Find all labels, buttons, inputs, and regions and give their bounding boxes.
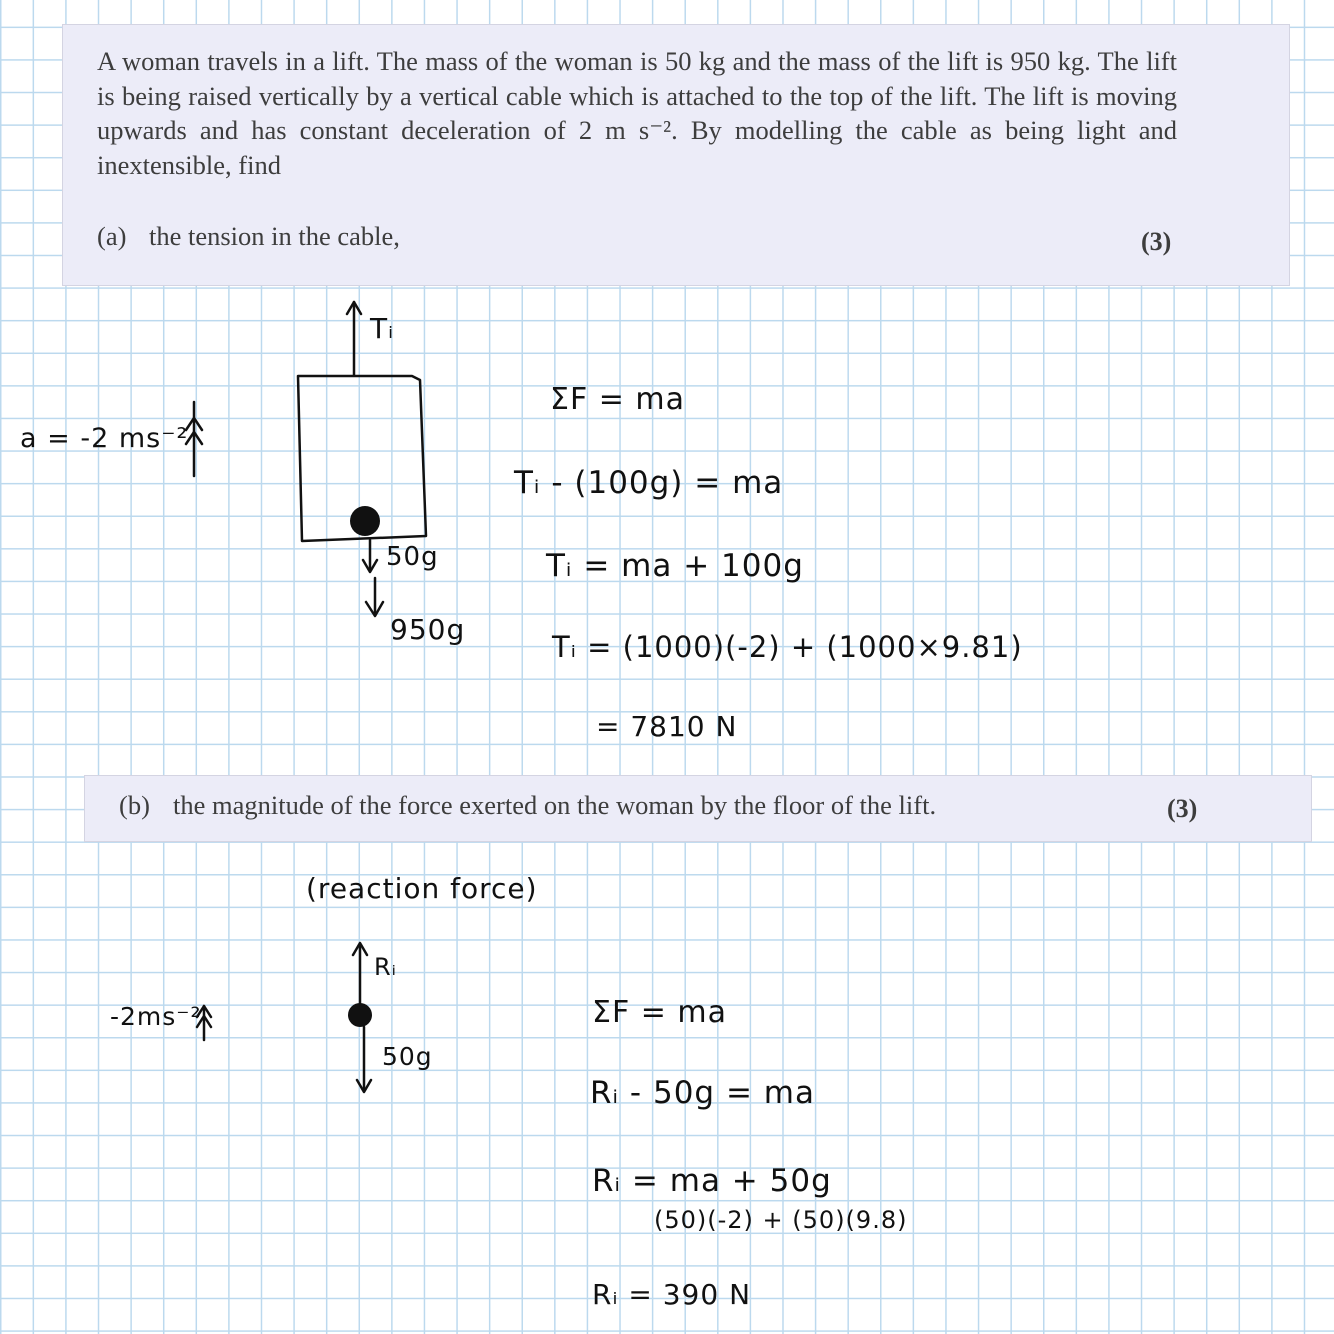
part-b-text: the magnitude of the force exerted on the woman by the floor of the lift.: [173, 790, 937, 820]
weight-label-b: 50g: [382, 1042, 433, 1071]
working-b-line-4: (50)(-2) + (50)(9.8): [654, 1206, 908, 1234]
woman-weight-label: 50g: [386, 542, 439, 572]
working-b-line-2: Rᵢ - 50g = ma: [590, 1075, 815, 1111]
reaction-force-note: (reaction force): [306, 872, 538, 905]
part-b-marks: (3): [1167, 794, 1198, 823]
lift-weight-label: 950g: [390, 613, 466, 646]
part-a-label: (a): [97, 221, 127, 251]
working-a-line-2: Tᵢ - (100g) = ma: [514, 465, 784, 501]
tension-label: Tᵢ: [370, 312, 395, 345]
working-a-line-1: ΣF = ma: [550, 382, 686, 417]
question-stem: A woman travels in a lift. The mass of the woman is 50 kg and the mass of the lift is 950 kg. The lift is being raised vertically by a vertical cable which is attached to the top of the lift. The lift is moving upwards and has constant deceleration of 2 m s⁻². By modelling the cable as being light and inextensible, find: [97, 46, 1177, 180]
working-a-line-4: Tᵢ = (1000)(-2) + (1000×9.81): [552, 630, 1023, 664]
working-b-line-1: ΣF = ma: [592, 995, 728, 1030]
woman-dot-b: [348, 1003, 372, 1027]
acceleration-note-a: a = -2 ms⁻²: [20, 423, 189, 454]
part-b-label: (b): [119, 790, 150, 820]
working-b-line-5: Rᵢ = 390 N: [592, 1278, 752, 1311]
woman-dot-a: [350, 506, 380, 536]
working-a-line-5: = 7810 N: [596, 710, 738, 743]
acceleration-note-b: -2ms⁻²: [110, 1002, 202, 1031]
working-a-line-3: Tᵢ = ma + 100g: [546, 548, 804, 584]
part-a-marks: (3): [1141, 227, 1172, 256]
working-b-line-3: Rᵢ = ma + 50g: [592, 1163, 832, 1199]
part-a-text: the tension in the cable,: [149, 221, 400, 251]
reaction-label: Rᵢ: [374, 953, 397, 981]
